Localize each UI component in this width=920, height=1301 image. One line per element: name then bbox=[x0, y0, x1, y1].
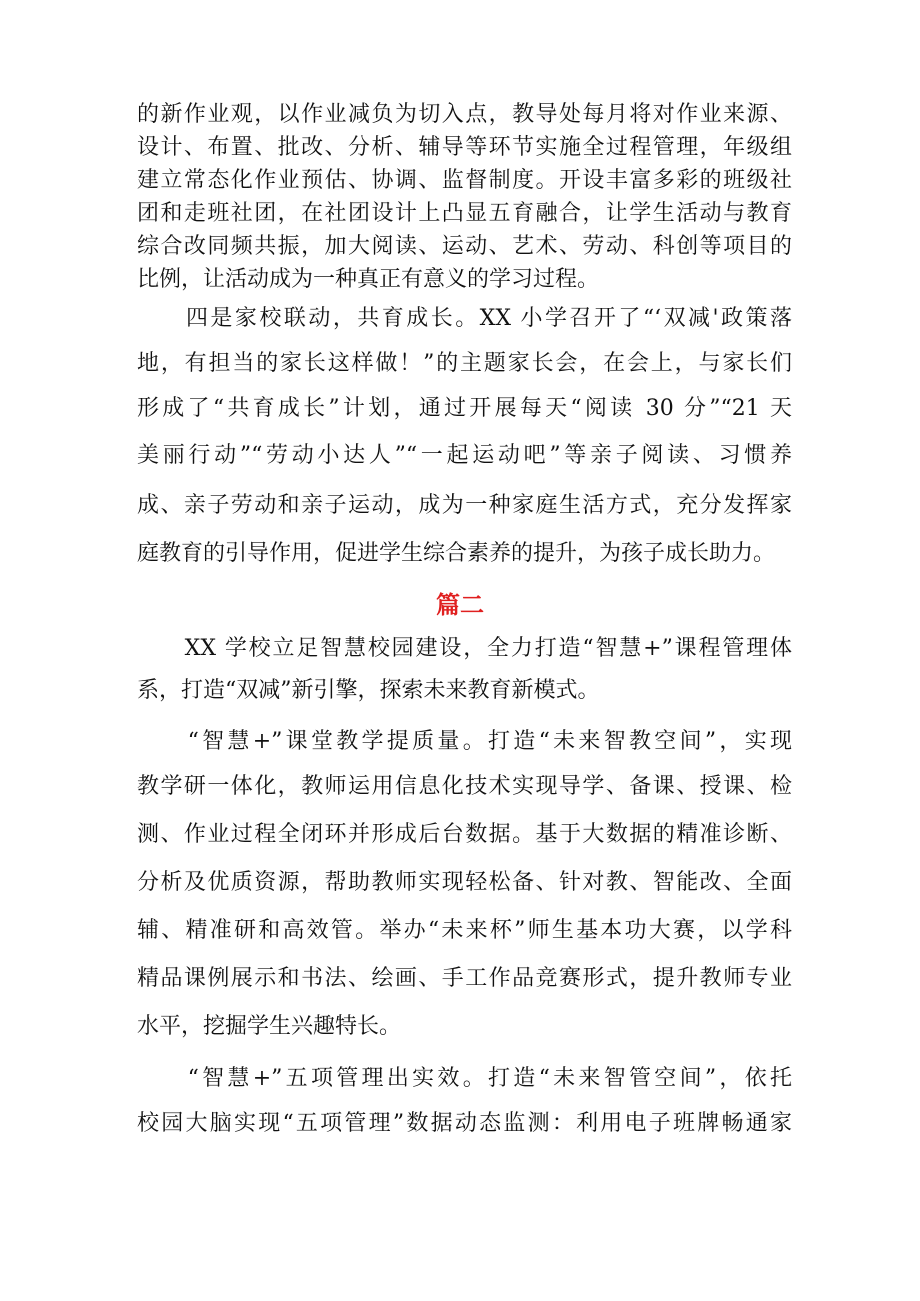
paragraph-4-line: 水平，挖掘学生兴趣特长。 bbox=[137, 1014, 402, 1039]
paragraph-2-line: 庭教育的引导作用，促进学生综合素养的提升，为孩子成长助力。 bbox=[137, 541, 776, 566]
paragraph-2-line: 地，有担当的家长这样做！”的主题家长会，在会上，与家长们 bbox=[137, 351, 792, 376]
paragraph-4-line: 精品课例展示和书法、绘画、手工作品竞赛形式，提升教师专业 bbox=[137, 966, 792, 991]
paragraph-5-line: 校园大脑实现“五项管理”数据动态监测：利用电子班牌畅通家 bbox=[137, 1111, 792, 1136]
paragraph-3-line: 系，打造“双减”新引擎，探索未来教育新模式。 bbox=[137, 678, 600, 703]
paragraph-4-line: 测、作业过程全闭环并形成后台数据。基于大数据的精准诊断、 bbox=[137, 822, 792, 847]
section-heading: 篇二 bbox=[436, 591, 484, 619]
paragraph-1-line: 设计、布置、批改、分析、辅导等环节实施全过程管理，年级组 bbox=[137, 135, 792, 160]
paragraph-2-line: 四是家校联动，共育成长。XX 小学召开了“‘双减'政策落 bbox=[137, 306, 792, 331]
paragraph-1-line: 团和走班社团，在社团设计上凸显五育融合，让学生活动与教育 bbox=[137, 201, 792, 226]
paragraph-2-line: 美丽行动”“劳动小达人”“一起运动吧”等亲子阅读、习惯养 bbox=[137, 443, 792, 468]
paragraph-1-line: 综合改同频共振，加大阅读、运动、艺术、劳动、科创等项目的 bbox=[137, 234, 792, 259]
paragraph-4-line: “智慧+”课堂教学提质量。打造“未来智教空间”，实现 bbox=[137, 729, 792, 754]
paragraph-4-line: 辅、精准研和高效管。举办“未来杯”师生基本功大赛，以学科 bbox=[137, 918, 792, 943]
paragraph-4-line: 分析及优质资源，帮助教师实现轻松备、针对教、智能改、全面 bbox=[137, 870, 792, 895]
paragraph-2-line: 形成了“共育成长”计划，通过开展每天“阅读 30 分”“21 天 bbox=[137, 396, 792, 421]
paragraph-1-line: 比例，让活动成为一种真正有意义的学习过程。 bbox=[137, 267, 600, 292]
paragraph-2-line: 成、亲子劳动和亲子运动，成为一种家庭生活方式，充分发挥家 bbox=[137, 493, 792, 518]
paragraph-1-line: 建立常态化作业预估、协调、监督制度。开设丰富多彩的班级社 bbox=[137, 168, 792, 193]
paragraph-3-line: XX 学校立足智慧校园建设，全力打造“智慧+”课程管理体 bbox=[137, 636, 792, 661]
paragraph-5-line: “智慧+”五项管理出实效。打造“未来智管空间”，依托 bbox=[137, 1066, 792, 1091]
paragraph-1-line: 的新作业观，以作业减负为切入点，教导处每月将对作业来源、 bbox=[137, 102, 792, 127]
paragraph-4-line: 教学研一体化，教师运用信息化技术实现导学、备课、授课、检 bbox=[137, 774, 792, 799]
